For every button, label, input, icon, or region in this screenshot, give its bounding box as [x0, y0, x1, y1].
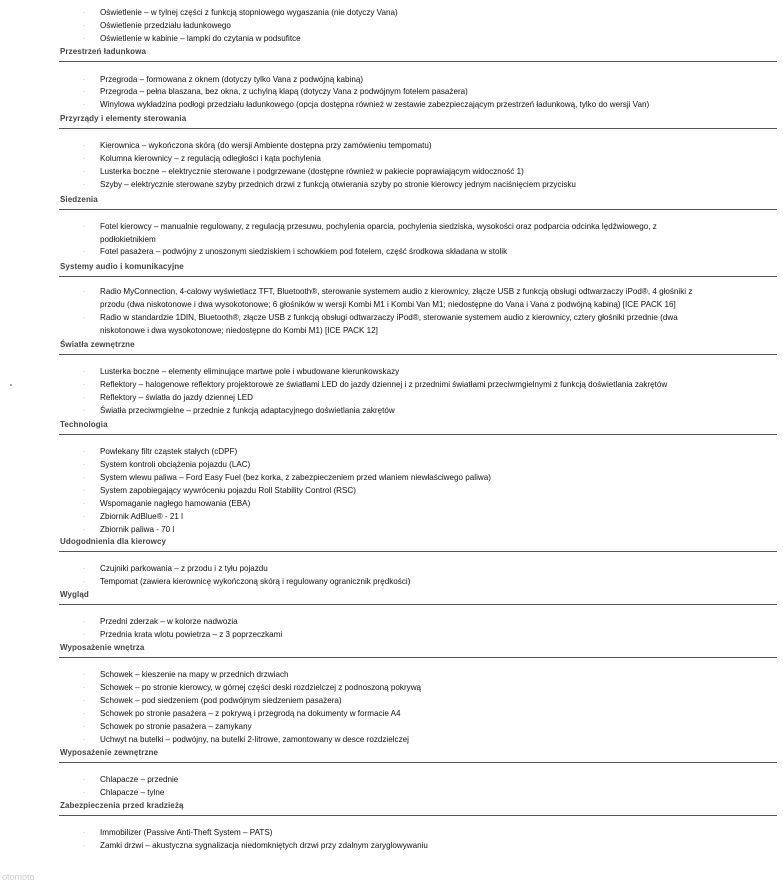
list-item: Schowek – po stronie kierowcy, w górnej części deski rozdzielczej z podnoszoną pokrywą [100, 683, 422, 692]
list-item: System zapobiegający wywróceniu pojazdu Roll Stability Control (RSC) [100, 486, 356, 495]
section-title: Systemy audio i komunikacyjne [60, 262, 184, 271]
bullet-icon: · [83, 843, 85, 849]
section-divider [59, 551, 777, 552]
list-item: Kolumna kierownicy – z regulacją odległości i kąta pochylenia [100, 154, 321, 163]
list-item: Oświetlenie przedziału ładunkowego [100, 21, 231, 30]
list-item: Radio MyConnection, 4-calowy wyświetlacz TFT, Bluetooth®, sterowanie systemem audio z kierownicy, złącze USB z funkcją obsługi odtwarzaczy iPod®, 4 głośniki z przodu (dwa niskotonowe i dwa wysokotonowe; 6 głośników w wersji Kombi M1 i Kombi Van M1; niedostępne do Vana i Vana z podwójną kabiną) [ICE PACK 16] [100, 287, 693, 309]
list-item: Fotel pasażera – podwójny z unoszonym siedziskiem i schowkiem pod fotelem, część środkowa składana w stolik [100, 247, 508, 256]
list-item: Oświetlenie w kabinie – lampki do czytania w podsufitce [100, 34, 301, 43]
list-item: Zbiornik AdBlue® - 21 l [100, 512, 183, 521]
bullet-icon: · [83, 169, 85, 175]
list-item: Immobilizer (Passive Anti-Theft System – PATS) [100, 828, 273, 837]
list-item: Kierownica – wykończona skórą (do wersji Ambiente dostępna przy zamówieniu tempomatu) [100, 141, 432, 150]
section-divider [59, 604, 777, 605]
list-item: Zamki drzwi – akustyczna sygnalizacja niedomkniętych drzwi przy zdalnym zaryglowywaniu [100, 841, 428, 850]
bullet-icon: · [83, 182, 85, 188]
section-title: Siedzenia [60, 195, 98, 204]
section-title: Wyposażenie wnętrza [60, 643, 145, 652]
bullet-icon: · [83, 23, 85, 29]
bullet-icon: · [83, 249, 85, 255]
list-item: Przegroda – pełna blaszana, bez okna, z uchylną klapą (dotyczy Vana z podwójnym fotelem pasażera) [100, 87, 468, 96]
scan-speck [10, 384, 12, 386]
bullet-icon: · [83, 632, 85, 638]
bullet-icon: · [83, 488, 85, 494]
section-divider [59, 128, 777, 129]
bullet-icon: · [83, 698, 85, 704]
section-divider [59, 61, 777, 62]
bullet-icon: · [83, 579, 85, 585]
bullet-icon: · [83, 790, 85, 796]
bullet-icon: · [83, 77, 85, 83]
bullet-icon: · [83, 724, 85, 730]
list-item: Światła przeciwmgielne – przednie z funkcją adaptacyjnego doświetlania zakrętów [100, 406, 395, 415]
list-item: Reflektory – światła do jazdy dziennej LED [100, 393, 253, 402]
section-title: Udogodnienia dla kierowcy [60, 537, 167, 546]
section-divider [59, 762, 777, 763]
bullet-icon: · [83, 566, 85, 572]
bullet-icon: · [83, 89, 85, 95]
bullet-icon: · [83, 475, 85, 481]
bullet-icon: · [83, 830, 85, 836]
list-item: Wspomaganie nagłego hamowania (EBA) [100, 499, 251, 508]
list-item: Tempomat (zawiera kierownicę wykończoną skórą i regulowany ogranicznik prędkości) [100, 577, 411, 586]
list-item: Reflektory – halogenowe reflektory projektorowe ze światłami LED do jazdy dziennej i z przednimi światłami przeciwmgielnymi z funkcją doświetlania zakrętów [100, 380, 668, 389]
list-item: Schowek po stronie pasażera – z pokrywą i przegrodą na dokumenty w formacie A4 [100, 709, 401, 718]
list-item: Przednia krata wlotu powietrza – z 3 poprzeczkami [100, 630, 283, 639]
bullet-icon: · [83, 619, 85, 625]
list-item: Przedni zderzak – w kolorze nadwozia [100, 617, 238, 626]
section-title: Światła zewnętrzne [60, 340, 135, 349]
bullet-icon: · [83, 408, 85, 414]
bullet-icon: · [83, 369, 85, 375]
bullet-icon: · [83, 382, 85, 388]
bullet-icon: · [83, 737, 85, 743]
list-item: System wlewu paliwa – Ford Easy Fuel (bez korka, z zabezpieczeniem przed wlaniem niewłaściwego paliwa) [100, 473, 491, 482]
section-divider [59, 657, 777, 658]
list-item: Czujniki parkowania – z przodu i z tyłu pojazdu [100, 564, 268, 573]
section-title: Wyposażenie zewnętrzne [60, 748, 159, 757]
section-divider [59, 815, 777, 816]
list-item: Powlekany filtr cząstek stałych (cDPF) [100, 447, 238, 456]
bullet-icon: · [83, 224, 85, 230]
list-item: Chlapacze – tylne [100, 788, 165, 797]
list-item: Szyby – elektrycznie sterowane szyby przednich drzwi z funkcją otwierania szyby po stronie kierowcy jednym naciśnięciem przycisku [100, 180, 576, 189]
watermark: otomoto [2, 872, 35, 882]
section-divider [59, 434, 777, 435]
section-divider [59, 276, 777, 277]
list-item: Lusterka boczne – elektrycznie sterowane i podgrzewane (dostępne również w pakiecie poprawiającym widoczność 1) [100, 167, 524, 176]
list-item: Zbiornik paliwa - 70 l [100, 525, 175, 534]
bullet-icon: · [83, 395, 85, 401]
bullet-icon: · [83, 289, 85, 295]
section-title: Technologia [60, 420, 108, 429]
section-title: Przyrządy i elementy sterowania [60, 114, 187, 123]
list-item: Lusterka boczne – elementy eliminujące martwe pole i wbudowane kierunkowskazy [100, 367, 400, 376]
bullet-icon: · [83, 672, 85, 678]
list-item: Schowek – pod siedzeniem (pod podwójnym siedzeniem pasażera) [100, 696, 342, 705]
bullet-icon: · [83, 10, 85, 16]
section-divider [59, 209, 777, 210]
bullet-icon: · [83, 462, 85, 468]
bullet-icon: · [83, 514, 85, 520]
list-item: Przegroda – formowana z oknem (dotyczy tylko Vana z podwójną kabiną) [100, 75, 364, 84]
section-title: Przestrzeń ładunkowa [60, 47, 147, 56]
bullet-icon: · [83, 102, 85, 108]
list-item: Fotel kierowcy – manualnie regulowany, z regulacją przesuwu, pochylenia oparcia, pochylenia siedziska, wysokości oraz podparcia odcinka lędźwiowego, z podłokietnikiem [100, 222, 657, 244]
list-item: Schowek po stronie pasażera – zamykany [100, 722, 252, 731]
bullet-icon: · [83, 143, 85, 149]
bullet-icon: · [83, 527, 85, 533]
list-item: System kontroli obciążenia pojazdu (LAC) [100, 460, 251, 469]
bullet-icon: · [83, 156, 85, 162]
bullet-icon: · [83, 501, 85, 507]
section-title: Zabezpieczenia przed kradzieżą [60, 801, 184, 810]
bullet-icon: · [83, 685, 85, 691]
list-item: Radio w standardzie 1DIN, Bluetooth®, złącze USB z funkcją obsługi odtwarzaczy iPod®, sterowanie systemem audio z kierownicy, cztery głośniki przednie (dwa niskotonowe i dwa wysokotonowe; niedostępne do Kombi M1) [ICE PACK 12] [100, 313, 678, 335]
bullet-icon: · [83, 315, 85, 321]
section-title: Wygląd [60, 590, 89, 599]
bullet-icon: · [83, 36, 85, 42]
bullet-icon: · [83, 777, 85, 783]
section-divider [59, 354, 777, 355]
bullet-icon: · [83, 449, 85, 455]
list-item: Schowek – kieszenie na mapy w przednich drzwiach [100, 670, 289, 679]
bullet-icon: · [83, 711, 85, 717]
list-item: Uchwyt na butelki – podwójny, na butelki 2-litrowe, zamontowany w desce rozdzielczej [100, 735, 409, 744]
list-item: Chlapacze – przednie [100, 775, 179, 784]
list-item: Winylowa wykładzina podłogi przedziału ładunkowego (opcja dostępna również w zestawie zabezpieczającym przestrzeń ładunkową, tylko do wersji Van) [100, 100, 650, 109]
list-item: Oświetlenie – w tylnej części z funkcją stopniowego wygaszania (nie dotyczy Vana) [100, 8, 398, 17]
